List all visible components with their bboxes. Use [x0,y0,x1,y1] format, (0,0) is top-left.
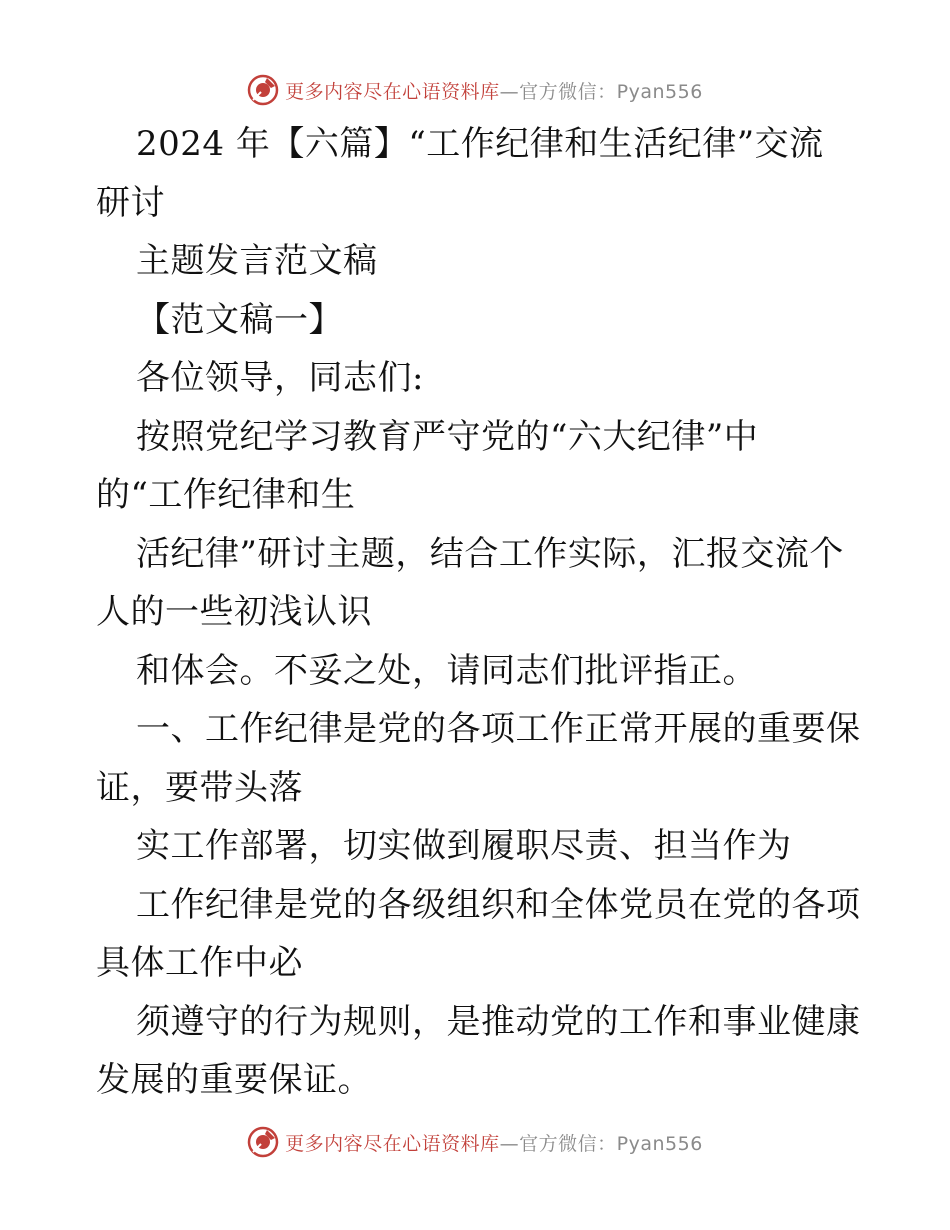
paragraph-line: 须遵守的行为规则，是推动党的工作和事业健康 [136,1001,861,1042]
brand-logo-icon [247,1126,279,1158]
paragraph-line: 活纪律”研讨主题，结合工作实际，汇报交流个 [136,533,844,574]
brand-logo-icon [247,74,279,106]
paragraph-line: 的“工作纪律和生 [96,475,356,515]
paragraph-line: 具体工作中必 [96,943,303,983]
document-body [96,115,861,1110]
footer-separator: — [499,1132,520,1155]
paragraph-line: 发展的重要保证。 [96,1060,372,1100]
header-banner [0,70,950,110]
title-line-2: 研讨 [96,182,165,223]
paragraph-line: 按照党纪学习教育严守党的“六大纪律”中 [136,416,759,457]
paragraph-line: 工作纪律是党的各级组织和全体党员在党的各项 [136,884,861,925]
header-brand-text: 更多内容尽在心语资料库 [285,80,500,103]
footer-brand-text: 更多内容尽在心语资料库 [285,1132,500,1155]
paragraph-line: 和体会。不妥之处，请同志们批评指正。 [136,650,757,691]
section-heading: 【范文稿一】 [136,299,343,340]
paragraph-line: 人的一些初浅认识 [96,592,372,632]
title-line-1: 2024 年【六篇】“工作纪律和生活纪律”交流 [136,124,824,164]
heading-point-one: 一、工作纪律是党的各项工作正常开展的重要保 [136,709,861,749]
heading-point-one-cont: 实工作部署，切实做到履职尽责、担当作为 [136,826,792,866]
footer-wechat-text: 官方微信：Pyan556 [519,1132,703,1155]
header-separator: — [499,80,520,103]
footer-banner [0,1122,950,1162]
heading-point-one-cont: 证，要带头落 [96,767,303,808]
subtitle-line: 主题发言范文稿 [136,241,378,281]
salutation: 各位领导，同志们: [136,358,424,398]
header-wechat-text: 官方微信：Pyan556 [519,80,703,103]
